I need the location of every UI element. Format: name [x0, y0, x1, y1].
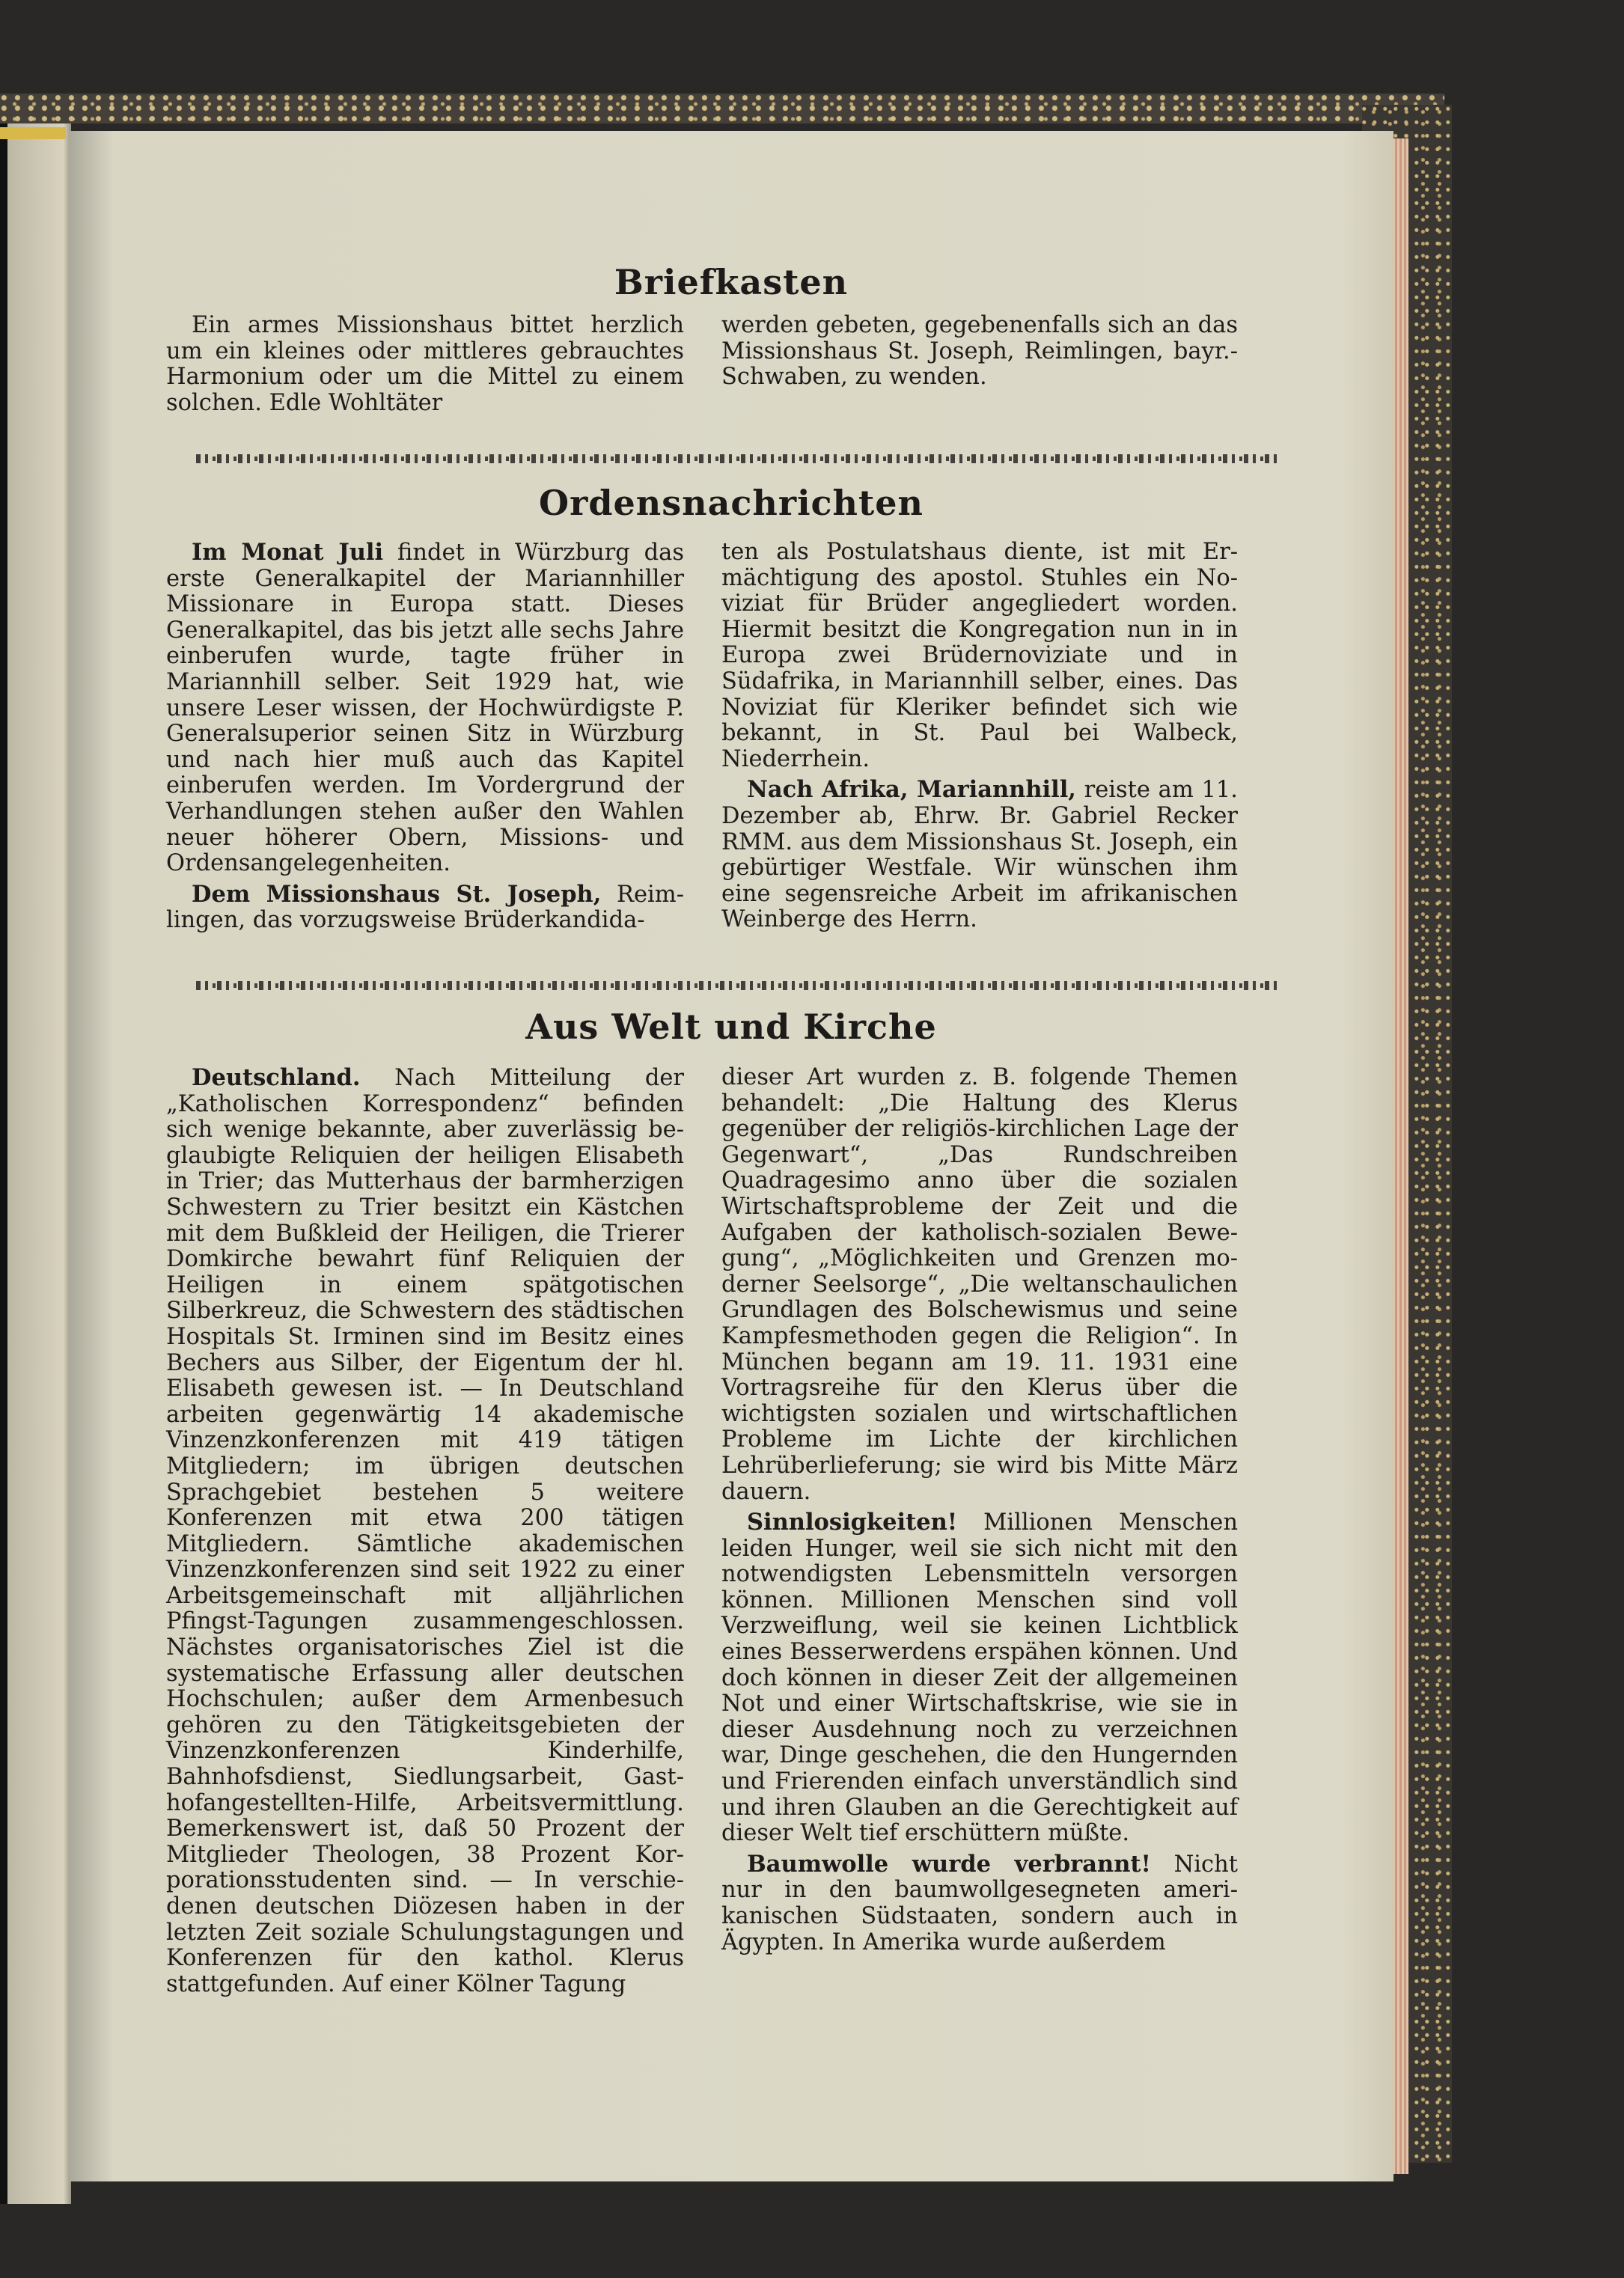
paragraph-lead: Dem Missionshaus St. Joseph, — [192, 880, 602, 908]
ordensnachrichten-paragraph — [166, 882, 684, 934]
ordensnachrichten-right-column — [721, 540, 1238, 933]
briefkasten-left-text: Ein armes Missionshaus bittet herzlich um ein kleines oder mittleres gebrauchtes Harmonium oder um die Mittel zu einem solchen. Edle Wohltäter — [166, 312, 684, 416]
aus-welt-title: Aus Welt und Kirche — [525, 1007, 937, 1047]
ordensnachrichten-paragraph — [166, 540, 684, 877]
book-top-edge — [0, 94, 1444, 123]
aus-welt-right-column — [721, 1065, 1238, 1955]
paragraph-text: findet in Würzburg das erste Generalkapitel der Mariannhiller Missionare in Europa statt. Dieses Generalkapitel, das bis jetzt alle sechs Jahre einberufen wurde, tagte früher in Mariannhill selber. Seit 1929 hat, wie unsere Leser wissen, der Hochwürdigste P. Generalsuperior seinen Sitz in Würzburg und nach hier muß auch das Kapitel einberufen werden. Im Vordergrund der Verhandlungen stehen außer den Wahlen neuer höherer Obern, Missions- und Ordensangelegenheiten. — [166, 540, 684, 877]
paragraph-text: Nach Mitteilung der „Katholischen Korrespondenz“ befinden sich wenige bekannte, aber zuverlässig beglaubigte Reliquien der heiligen Elisabeth in Trier; das Mutterhaus der barmherzigen Schwestern zu Trier besitzt ein Kästchen mit dem Bußkleid der Heiligen, die Trierer Domkirche bewahrt fünf Reliquien der Heiligen in einem spätgotischen Silberkreuz, die Schwestern des städtischen Hospitals St. Irminen sind im Besitz eines Bechers aus Silber, der Eigentum der hl. Elisabeth gewesen ist. — In Deutschland arbeiten gegenwärtig 14 akademische Vinzenzkonferenzen mit 419 tätigen Mitgliedern; im übrigen deutschen Sprachgebiet bestehen 5 weitere Konferenzen mit etwa 200 tätigen Mitgliedern. Sämtliche akademischen Vinzenzkonferenzen sind seit 1922 zu einer Arbeitsgemeinschaft mit alljährlichen Pfingst-Tagungen zusammengeschlossen. Nächstes organisatorisches Ziel ist die systematische Erfassung aller deutschen Hochschulen; außer dem Armenbesuch gehören zu den Tätigkeitsgebieten der Vinzenzkonferenzen Kinderhilfe, Bahnhofsdienst, Siedlungsarbeit, Gasthofangestellten-Hilfe, Arbeitsvermittlung. Bemerkenswert ist, daß 50 Prozent der Mitglieder Theologen, 38 Prozent Korporationsstudenten sind. — In verschiedenen deutschen Diözesen haben in der letzten Zeit soziale Schulungstagungen und Konferenzen für den kathol. Klerus stattgefunden. Auf einer Kölner Tagung — [166, 1065, 684, 1997]
ordensnachrichten-paragraph — [721, 777, 1238, 933]
aus-welt-left-column — [166, 1065, 684, 1997]
ordensnachrichten-title: Ordensnachrichten — [539, 483, 924, 523]
aus-welt-paragraph: dieser Art wurden z. B. folgende Themen behandelt: „Die Haltung des Klerus gegenüber der religiös-kirchlichen Lage der Gegenwart“, „Das Rundschreiben Quadragesimo anno über die sozialen Wirtschaftsprobleme der Zeit und die Aufgaben der katholisch-sozialen Bewegung“, „Möglichkeiten und Grenzen moderner Seelsorge“, „Die weltanschaulichen Grundlagen des Bolschewismus und seine Kampfesmethoden gegen die Religion“. In München begann am 19. 11. 1931 eine Vortragsreihe für den Klerus über die wichtigsten sozialen und wirtschaftlichen Probleme im Lichte der kirchlichen Lehrüberlieferung; sie wird bis Mitte März dauern. — [721, 1064, 1238, 1505]
paragraph-text: Reimlingen, das vorzugsweise Brüderkandida- — [166, 881, 685, 934]
paragraph-text: Nicht nur in den baumwollgesegneten amerikanischen Südstaaten, sondern auch in Ägypten. In Amerika wurde außerdem — [721, 1851, 1238, 1955]
document-page — [69, 131, 1393, 2181]
ornamental-divider — [196, 981, 1281, 990]
ornamental-divider — [196, 454, 1281, 463]
previous-page-edge — [0, 123, 71, 2204]
briefkasten-title: Briefkasten — [614, 262, 849, 302]
ordensnachrichten-left-column — [166, 540, 684, 934]
paragraph-lead: Nach Afrika, Mariannhill, — [747, 776, 1076, 804]
page-marker-strip — [0, 127, 66, 139]
aus-welt-paragraph — [721, 1851, 1238, 1955]
ordensnachrichten-paragraph: ten als Postulatshaus diente, ist mit Ermächtigung des apostol. Stuhles ein Noviziat für Brüder angegliedert worden. Hiermit besitzt die Kongregation nun in in Europa zwei Brüdernoviziate und in Südafrika, in Mariannhill selber, eines. Das Noviziat für Kleriker befindet sich wie bekannt, in St. Paul bei Walbeck, Niederrhein. — [721, 539, 1238, 772]
briefkasten-right-text: werden gebeten, gegebenenfalls sich an das Missionshaus St. Joseph, Reimlingen, bayr.-Schwaben, zu wenden. — [721, 312, 1238, 391]
aus-welt-paragraph — [166, 1065, 684, 1997]
paragraph-text: Millionen Menschen leiden Hunger, weil sie sich nicht mit den notwendigsten Lebensmitteln versorgen können. Millionen Menschen sind voll Verzweiflung, weil sie keinen Lichtblick eines Besserwerdens erspähen können. Und doch können in dieser Zeit der allgemeinen Not und einer Wirtschaftskrise, wie sie in dieser Ausdehnung noch zu verzeichnen war, Dinge geschehen, die den Hungernden und Frierenden einfach unverständlich sind und ihren Glauben an die Gerechtigkeit auf dieser Welt tief erschüttern müßte. — [721, 1509, 1238, 1847]
briefkasten-left-column — [166, 313, 684, 416]
paragraph-lead: Baumwolle wurde verbrannt! — [747, 1850, 1151, 1878]
paragraph-lead: Im Monat Juli — [192, 539, 384, 566]
briefkasten-right-column — [721, 313, 1238, 391]
paragraph-lead: Sinnlosigkeiten! — [747, 1509, 958, 1536]
paragraph-text: reiste am 11. Dezember ab, Ehrw. Br. Gabriel Recker RMM. aus dem Missionshaus St. Joseph, ein gebürtiger Westfale. Wir wünschen ihm eine segensreiche Arbeit im afrikanischen Weinberge des Herrn. — [721, 777, 1238, 933]
paragraph-lead: Deutschland. — [192, 1064, 361, 1091]
aus-welt-paragraph — [721, 1509, 1238, 1847]
